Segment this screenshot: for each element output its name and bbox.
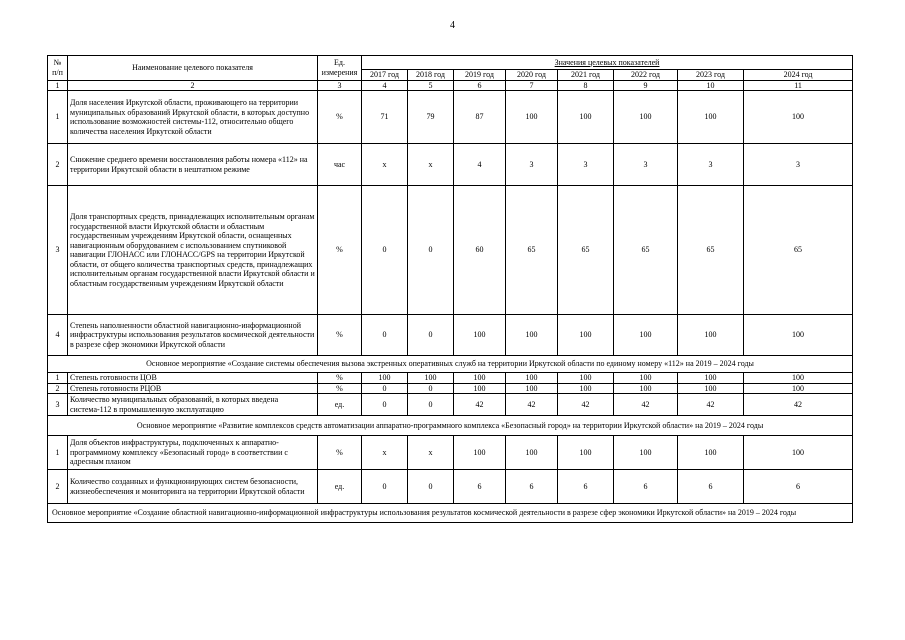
header-year: 2018 год (408, 70, 454, 81)
unit-cell: ед. (318, 470, 362, 504)
value-cell: 65 (744, 186, 853, 315)
table-row (48, 315, 853, 356)
column-number: 8 (558, 80, 614, 91)
indicator-name: Количество созданных и функционирующих систем безопасности, жизнеобеспечения и мониторинга на территории Иркутской области (68, 470, 318, 504)
value-cell: 87 (454, 91, 506, 144)
unit-cell: % (318, 186, 362, 315)
value-cell: 42 (506, 394, 558, 416)
column-number: 10 (678, 80, 744, 91)
value-cell: 100 (678, 315, 744, 356)
value-cell: 0 (408, 394, 454, 416)
value-cell: 0 (408, 186, 454, 315)
value-cell: 3 (506, 144, 558, 186)
unit-cell: % (318, 373, 362, 384)
column-number: 4 (362, 80, 408, 91)
value-cell: 42 (744, 394, 853, 416)
header-year: 2021 год (558, 70, 614, 81)
row-number: 2 (48, 144, 68, 186)
value-cell: 100 (558, 315, 614, 356)
header-num: № п/п (48, 56, 68, 81)
value-cell: 100 (362, 373, 408, 384)
section-row (48, 416, 853, 436)
table-row (48, 383, 853, 394)
indicator-name: Доля населения Иркутской области, проживающего на территории муниципальных образований Иркутской области, в которых доступно использование возможностей системы-112, относительно общего количества населения Иркутской области (68, 91, 318, 144)
value-cell: 6 (506, 470, 558, 504)
value-cell: 100 (506, 91, 558, 144)
unit-cell: % (318, 315, 362, 356)
indicator-name: Доля транспортных средств, принадлежащих исполнительным органам государственной власти Иркутской области и областным государственным учреждениям Иркутской области, оснащенных навигационным оборудованием с использованием спутниковой навигации ГЛОНАСС или ГЛОНАСС/GPS на территории Иркутской области, от общего количества транспортных средств, принадлежащих исполнительным органам государственной власти Иркутской области и областным государственным учреждениям Иркутской области (68, 186, 318, 315)
target-indicators-table (47, 55, 853, 523)
value-cell: 100 (454, 436, 506, 470)
row-number: 2 (48, 383, 68, 394)
value-cell: 100 (744, 383, 853, 394)
value-cell: 100 (744, 436, 853, 470)
indicator-name: Степень наполненности областной навигационно-информационной инфраструктуры использования результатов космической деятельности в разрезе сфер экономики Иркутской области (68, 315, 318, 356)
value-cell: 100 (454, 373, 506, 384)
indicator-name: Степень готовности РЦОВ (68, 383, 318, 394)
header-year: 2024 год (744, 70, 853, 81)
value-cell: 0 (408, 315, 454, 356)
header-year: 2023 год (678, 70, 744, 81)
value-cell: х (362, 144, 408, 186)
value-cell: 0 (362, 315, 408, 356)
value-cell: 0 (362, 186, 408, 315)
row-number: 3 (48, 186, 68, 315)
value-cell: 6 (678, 470, 744, 504)
value-cell: х (408, 436, 454, 470)
table-row (48, 144, 853, 186)
table-row (48, 91, 853, 144)
unit-cell: % (318, 383, 362, 394)
value-cell: 100 (744, 315, 853, 356)
value-cell: 6 (744, 470, 853, 504)
value-cell: 60 (454, 186, 506, 315)
value-cell: 0 (362, 394, 408, 416)
value-cell: 0 (408, 383, 454, 394)
header-year: 2017 год (362, 70, 408, 81)
value-cell: 65 (614, 186, 678, 315)
table-row (48, 186, 853, 315)
value-cell: 3 (614, 144, 678, 186)
section-title: Основное мероприятие «Создание областной навигационно-информационной инфраструктуры использования результатов космической деятельности в разрезе сфер экономики Иркутской области» на 2019 – 2024 годы (48, 504, 853, 523)
value-cell: 100 (744, 91, 853, 144)
column-number: 6 (454, 80, 506, 91)
unit-cell: % (318, 436, 362, 470)
value-cell: 100 (678, 436, 744, 470)
table-row (48, 436, 853, 470)
table-row (48, 470, 853, 504)
column-number: 1 (48, 80, 68, 91)
header-name: Наименование целевого показателя (68, 56, 318, 81)
unit-cell: % (318, 91, 362, 144)
unit-cell: час (318, 144, 362, 186)
value-cell: 100 (454, 315, 506, 356)
value-cell: 65 (558, 186, 614, 315)
row-number: 1 (48, 91, 68, 144)
value-cell: 100 (614, 315, 678, 356)
value-cell: 100 (614, 91, 678, 144)
header-year: 2022 год (614, 70, 678, 81)
value-cell: 100 (558, 373, 614, 384)
row-number: 1 (48, 373, 68, 384)
value-cell: 100 (678, 373, 744, 384)
value-cell: 100 (558, 91, 614, 144)
header-unit: Ед. измерения (318, 56, 362, 81)
value-cell: 3 (744, 144, 853, 186)
table-row (48, 373, 853, 384)
column-number: 5 (408, 80, 454, 91)
value-cell: 0 (362, 470, 408, 504)
indicator-name: Степень готовности ЦОВ (68, 373, 318, 384)
row-number: 1 (48, 436, 68, 470)
value-cell: 100 (744, 373, 853, 384)
value-cell: х (408, 144, 454, 186)
value-cell: 100 (678, 383, 744, 394)
value-cell: 100 (614, 373, 678, 384)
column-number: 2 (68, 80, 318, 91)
value-cell: 6 (454, 470, 506, 504)
column-number: 3 (318, 80, 362, 91)
value-cell: 65 (678, 186, 744, 315)
indicator-name: Доля объектов инфраструктуры, подключенных к аппаратно-программному комплексу «Безопасный город» в соответствии с адресным планом (68, 436, 318, 470)
value-cell: 100 (506, 436, 558, 470)
value-cell: 71 (362, 91, 408, 144)
page-number: 4 (450, 20, 455, 31)
value-cell: 42 (558, 394, 614, 416)
value-cell: 100 (506, 383, 558, 394)
header-year: 2019 год (454, 70, 506, 81)
value-cell: 65 (506, 186, 558, 315)
value-cell: 100 (558, 436, 614, 470)
table-row (48, 394, 853, 416)
unit-cell: ед. (318, 394, 362, 416)
value-cell: 42 (678, 394, 744, 416)
section-row (48, 504, 853, 523)
value-cell: 100 (614, 436, 678, 470)
section-title: Основное мероприятие «Создание системы обеспечения вызова экстренных оперативных служб на территории Иркутской области по единому номеру «112» на 2019 – 2024 годы (48, 356, 853, 373)
indicator-name: Снижение среднего времени восстановления работы номера «112» на территории Иркутской области в нештатном режиме (68, 144, 318, 186)
column-number: 11 (744, 80, 853, 91)
value-cell: 6 (558, 470, 614, 504)
value-cell: 100 (506, 315, 558, 356)
section-row (48, 356, 853, 373)
value-cell: 100 (408, 373, 454, 384)
value-cell: 0 (362, 383, 408, 394)
value-cell: 6 (614, 470, 678, 504)
value-cell: х (362, 436, 408, 470)
value-cell: 0 (408, 470, 454, 504)
column-number: 7 (506, 80, 558, 91)
value-cell: 42 (614, 394, 678, 416)
header-year: 2020 год (506, 70, 558, 81)
value-cell: 4 (454, 144, 506, 186)
row-number: 2 (48, 470, 68, 504)
value-cell: 100 (678, 91, 744, 144)
indicator-name: Количество муниципальных образований, в которых введена система-112 в промышленную эксплуатацию (68, 394, 318, 416)
row-number: 4 (48, 315, 68, 356)
value-cell: 100 (454, 383, 506, 394)
row-number: 3 (48, 394, 68, 416)
value-cell: 42 (454, 394, 506, 416)
value-cell: 100 (614, 383, 678, 394)
value-cell: 3 (678, 144, 744, 186)
value-cell: 100 (506, 373, 558, 384)
value-cell: 100 (558, 383, 614, 394)
header-values-title: Значения целевых показателей (362, 56, 853, 70)
value-cell: 79 (408, 91, 454, 144)
section-title: Основное мероприятие «Развитие комплексов средств автоматизации аппаратно-программного комплекса «Безопасный город» на территории Иркутской области» на 2019 – 2024 годы (48, 416, 853, 436)
value-cell: 3 (558, 144, 614, 186)
column-number: 9 (614, 80, 678, 91)
